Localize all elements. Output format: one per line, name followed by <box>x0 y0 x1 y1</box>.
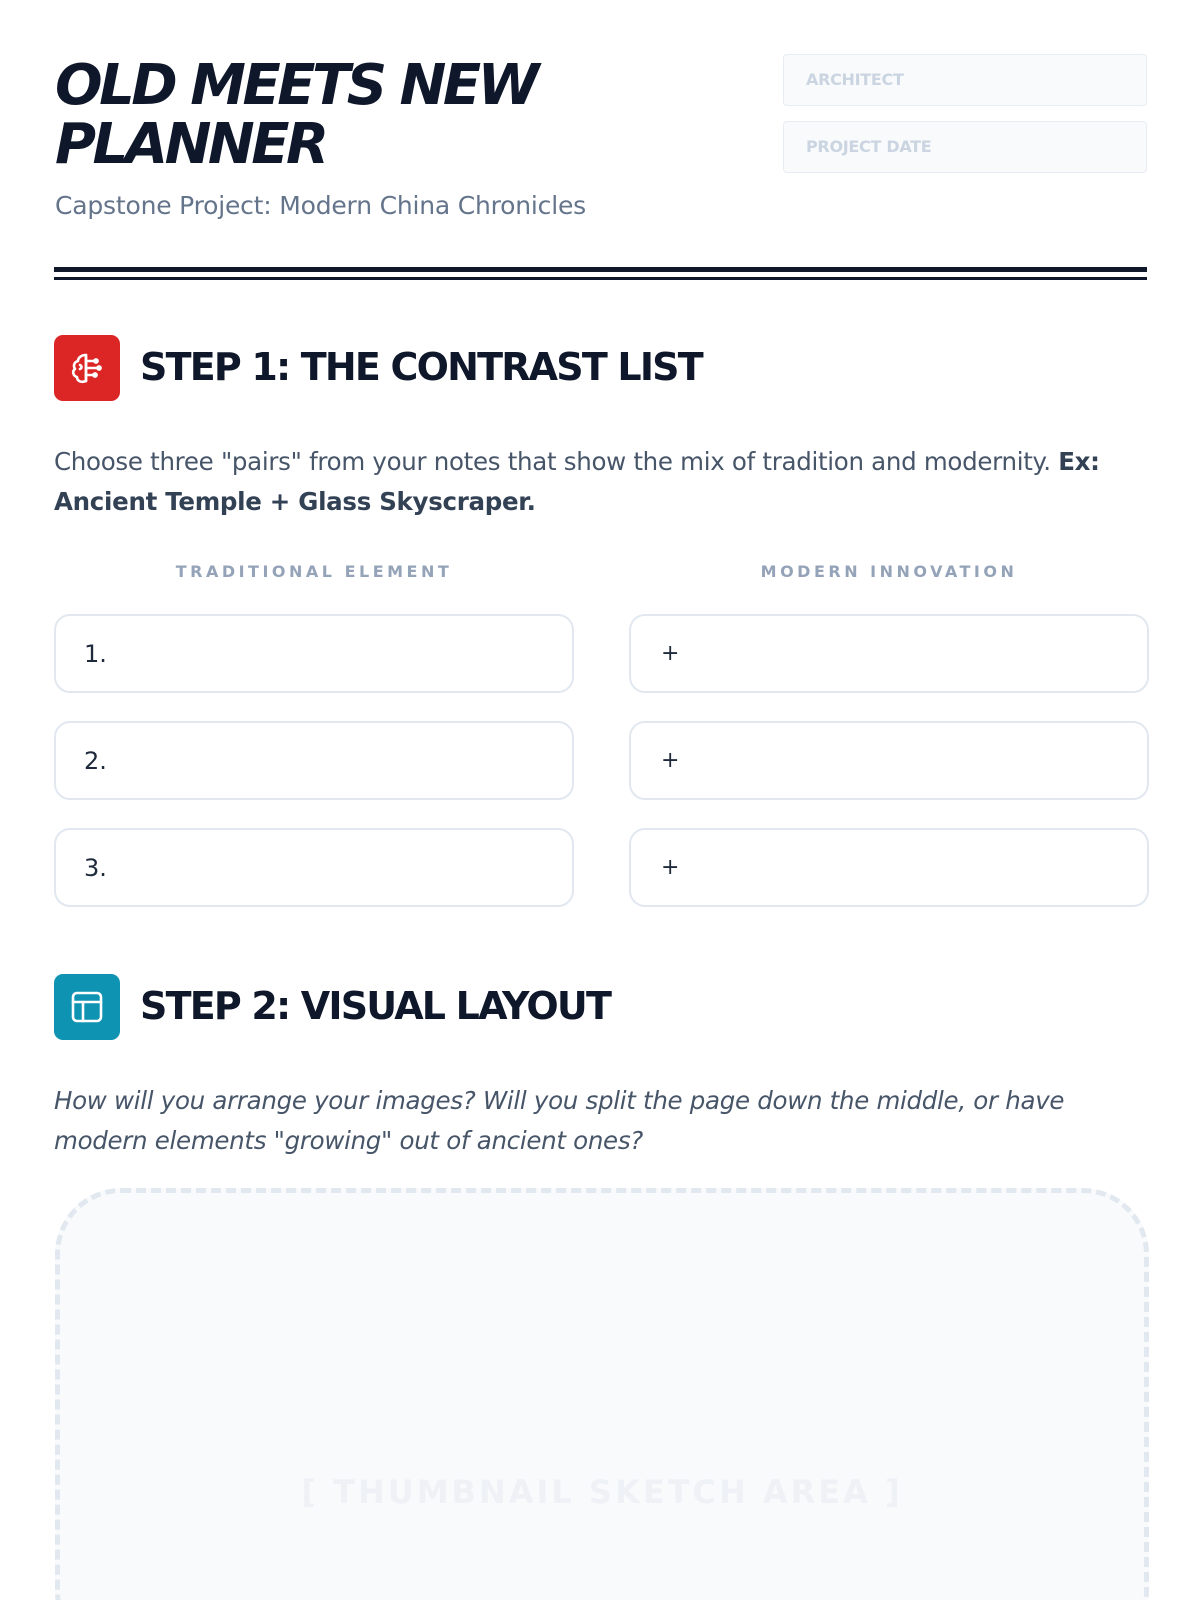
traditional-element-input-1[interactable]: 1. <box>54 614 574 693</box>
sketch-area-label: [ THUMBNAIL SKETCH AREA ] <box>301 1473 903 1511</box>
header-divider-thin <box>54 277 1147 280</box>
page-subtitle: Capstone Project: Modern China Chronicles <box>55 191 586 220</box>
modern-innovation-input-1[interactable]: + <box>629 614 1149 693</box>
thumbnail-sketch-area[interactable] <box>55 1188 1149 1600</box>
column-header-traditional: TRADITIONAL ELEMENT <box>175 562 453 581</box>
page-title <box>55 53 695 177</box>
column-header-modern: MODERN INNOVATION <box>760 562 1018 581</box>
step-1-instruction <box>54 442 1154 522</box>
step-1-instruction-text: Choose three "pairs" from your notes that show the mix of tradition and modernity. <box>54 447 1051 476</box>
page-title-line-2: PLANNER <box>55 112 326 177</box>
layout-icon <box>54 974 120 1040</box>
step-2-title: STEP 2: VISUAL LAYOUT <box>140 984 611 1028</box>
step-2-instruction: How will you arrange your images? Will you split the page down the middle, or have modern elements "growing" out of ancient ones? <box>54 1086 1065 1155</box>
step-1-title: STEP 1: THE CONTRAST LIST <box>140 345 702 389</box>
architect-field[interactable]: ARCHITECT <box>783 54 1147 106</box>
page-title-line-1: OLD MEETS NEW <box>55 53 536 118</box>
step-1-example: Ex: Ancient Temple + Glass Skyscraper. <box>54 447 1100 516</box>
brain-icon <box>54 335 120 401</box>
project-date-field[interactable]: PROJECT DATE <box>783 121 1147 173</box>
modern-innovation-input-3[interactable]: + <box>629 828 1149 907</box>
header-divider-thick <box>54 267 1147 272</box>
traditional-element-input-2[interactable]: 2. <box>54 721 574 800</box>
modern-innovation-input-2[interactable]: + <box>629 721 1149 800</box>
traditional-element-input-3[interactable]: 3. <box>54 828 574 907</box>
